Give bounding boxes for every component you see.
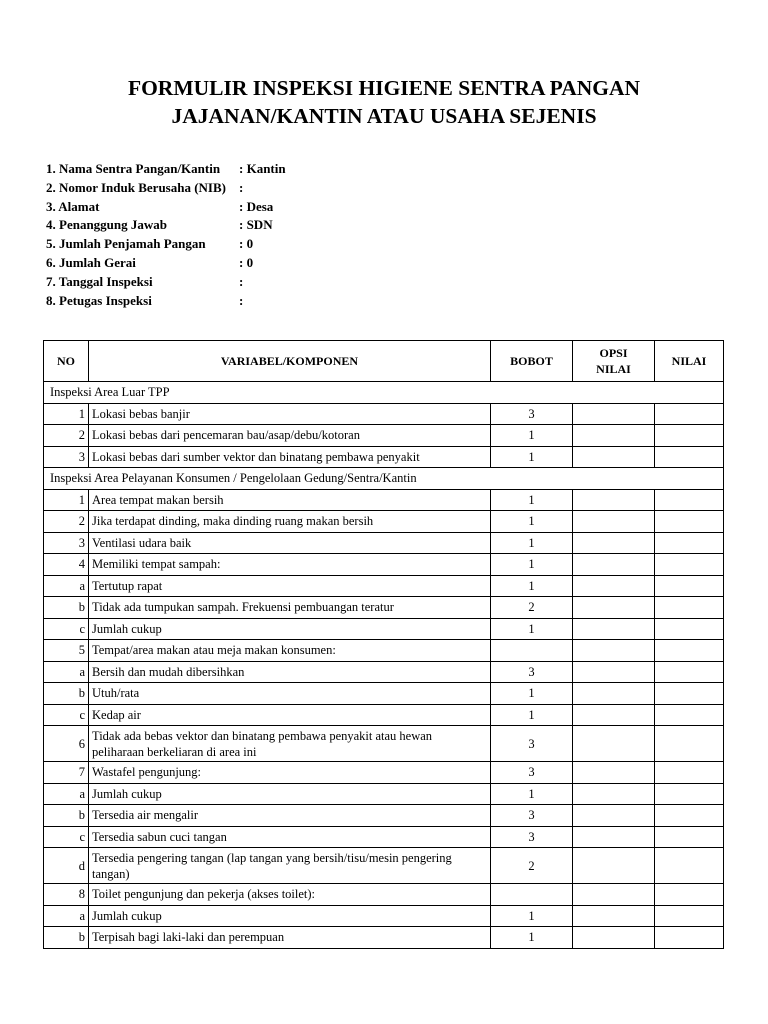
row-nilai-cell[interactable] bbox=[655, 661, 724, 683]
row-number: d bbox=[44, 848, 89, 884]
row-nilai-cell[interactable] bbox=[655, 683, 724, 705]
row-number: b bbox=[44, 683, 89, 705]
row-opsi-nilai-cell[interactable] bbox=[573, 554, 655, 576]
info-value: : Kantin bbox=[239, 161, 286, 176]
row-nilai-cell[interactable] bbox=[655, 884, 724, 906]
row-variable: Tempat/area makan atau meja makan konsumen: bbox=[89, 640, 491, 662]
info-row bbox=[46, 292, 446, 311]
table-row bbox=[44, 848, 724, 884]
table-row bbox=[44, 532, 724, 554]
table-row bbox=[44, 425, 724, 447]
row-variable: Ventilasi udara baik bbox=[89, 532, 491, 554]
info-label: 5. Jumlah Penjamah Pangan bbox=[46, 236, 206, 252]
row-number: 7 bbox=[44, 762, 89, 784]
row-opsi-nilai-cell[interactable] bbox=[573, 661, 655, 683]
row-opsi-nilai-cell[interactable] bbox=[573, 446, 655, 468]
row-number: b bbox=[44, 927, 89, 949]
row-variable: Lokasi bebas banjir bbox=[89, 403, 491, 425]
row-opsi-nilai-cell[interactable] bbox=[573, 704, 655, 726]
row-nilai-cell[interactable] bbox=[655, 805, 724, 827]
row-bobot: 1 bbox=[491, 927, 573, 949]
row-nilai-cell[interactable] bbox=[655, 532, 724, 554]
row-opsi-nilai-cell[interactable] bbox=[573, 884, 655, 906]
row-number: b bbox=[44, 597, 89, 619]
info-row bbox=[46, 235, 446, 254]
info-value: : 0 bbox=[239, 254, 254, 270]
table-row bbox=[44, 683, 724, 705]
row-number: c bbox=[44, 826, 89, 848]
table-row bbox=[44, 704, 724, 726]
header-no: NO bbox=[44, 341, 89, 382]
header-opsi-nilai bbox=[573, 341, 655, 382]
section-row bbox=[44, 468, 724, 490]
info-row bbox=[46, 198, 446, 217]
row-variable: Lokasi bebas dari pencemaran bau/asap/debu/kotoran bbox=[89, 425, 491, 447]
row-opsi-nilai-cell[interactable] bbox=[573, 425, 655, 447]
row-number: c bbox=[44, 704, 89, 726]
table-row bbox=[44, 575, 724, 597]
row-bobot bbox=[491, 884, 573, 906]
row-opsi-nilai-cell[interactable] bbox=[573, 927, 655, 949]
info-label: 1. Nama Sentra Pangan/Kantin bbox=[46, 161, 221, 176]
info-label: 2. Nomor Induk Berusaha (NIB) bbox=[46, 179, 226, 195]
form-title-line-2: JAJANAN/KANTIN ATAU USAHA SEJENIS bbox=[171, 104, 597, 128]
row-nilai-cell[interactable] bbox=[655, 704, 724, 726]
header-nilai: NILAI bbox=[655, 341, 724, 382]
row-opsi-nilai-cell[interactable] bbox=[573, 532, 655, 554]
info-value: : bbox=[239, 179, 244, 195]
row-nilai-cell[interactable] bbox=[655, 848, 724, 884]
table-row bbox=[44, 554, 724, 576]
row-variable: Area tempat makan bersih bbox=[89, 489, 491, 511]
form-title-line-1: FORMULIR INSPEKSI HIGIENE SENTRA PANGAN bbox=[127, 76, 641, 100]
row-variable: Jumlah cukup bbox=[89, 905, 491, 927]
row-variable: Bersih dan mudah dibersihkan bbox=[89, 661, 491, 683]
row-nilai-cell[interactable] bbox=[655, 554, 724, 576]
row-bobot: 1 bbox=[491, 532, 573, 554]
row-nilai-cell[interactable] bbox=[655, 640, 724, 662]
row-opsi-nilai-cell[interactable] bbox=[573, 683, 655, 705]
info-label: 4. Penanggung Jawab bbox=[46, 217, 167, 233]
row-bobot: 1 bbox=[491, 575, 573, 597]
info-label: 3. Alamat bbox=[46, 198, 100, 214]
table-row bbox=[44, 618, 724, 640]
row-nilai-cell[interactable] bbox=[655, 597, 724, 619]
row-opsi-nilai-cell[interactable] bbox=[573, 805, 655, 827]
table-row bbox=[44, 826, 724, 848]
table-row bbox=[44, 511, 724, 533]
info-value: : SDN bbox=[239, 217, 273, 233]
row-nilai-cell[interactable] bbox=[655, 927, 724, 949]
row-number: 1 bbox=[44, 403, 89, 425]
row-opsi-nilai-cell[interactable] bbox=[573, 618, 655, 640]
row-bobot: 3 bbox=[491, 826, 573, 848]
row-number: b bbox=[44, 805, 89, 827]
row-nilai-cell[interactable] bbox=[655, 511, 724, 533]
header-opsi-line-2: NILAI bbox=[596, 362, 631, 376]
row-variable: Terpisah bagi laki-laki dan perempuan bbox=[89, 927, 491, 949]
row-variable: Utuh/rata bbox=[89, 683, 491, 705]
row-number: 3 bbox=[44, 446, 89, 468]
info-row bbox=[46, 254, 446, 273]
info-value: : Desa bbox=[239, 198, 274, 214]
table-row bbox=[44, 661, 724, 683]
row-opsi-nilai-cell[interactable] bbox=[573, 905, 655, 927]
row-nilai-cell[interactable] bbox=[655, 618, 724, 640]
row-number: a bbox=[44, 575, 89, 597]
table-row bbox=[44, 905, 724, 927]
row-nilai-cell[interactable] bbox=[655, 826, 724, 848]
row-bobot: 1 bbox=[491, 704, 573, 726]
inspection-table bbox=[43, 340, 724, 949]
row-variable: Kedap air bbox=[89, 704, 491, 726]
info-value: : 0 bbox=[239, 236, 254, 252]
info-label: 8. Petugas Inspeksi bbox=[46, 292, 152, 308]
row-opsi-nilai-cell[interactable] bbox=[573, 783, 655, 805]
row-variable: Tidak ada tumpukan sampah. Frekuensi pembuangan teratur bbox=[89, 597, 491, 619]
row-variable: Wastafel pengunjung: bbox=[89, 762, 491, 784]
section-title: Inspeksi Area Pelayanan Konsumen / Pengelolaan Gedung/Sentra/Kantin bbox=[44, 468, 724, 490]
row-variable: Jumlah cukup bbox=[89, 783, 491, 805]
row-bobot: 1 bbox=[491, 783, 573, 805]
row-nilai-cell[interactable] bbox=[655, 403, 724, 425]
info-row bbox=[46, 179, 446, 198]
row-bobot: 1 bbox=[491, 554, 573, 576]
row-variable: Jumlah cukup bbox=[89, 618, 491, 640]
row-bobot: 1 bbox=[491, 446, 573, 468]
table-row bbox=[44, 597, 724, 619]
row-bobot: 3 bbox=[491, 805, 573, 827]
row-bobot: 3 bbox=[491, 403, 573, 425]
row-opsi-nilai-cell[interactable] bbox=[573, 826, 655, 848]
row-opsi-nilai-cell[interactable] bbox=[573, 489, 655, 511]
row-number: c bbox=[44, 618, 89, 640]
row-opsi-nilai-cell[interactable] bbox=[573, 575, 655, 597]
row-bobot: 1 bbox=[491, 425, 573, 447]
row-variable: Lokasi bebas dari sumber vektor dan binatang pembawa penyakit bbox=[89, 446, 491, 468]
row-number: a bbox=[44, 661, 89, 683]
header-variabel: VARIABEL/KOMPONEN bbox=[89, 341, 491, 382]
row-number: 8 bbox=[44, 884, 89, 906]
section-title: Inspeksi Area Luar TPP bbox=[44, 382, 724, 404]
row-opsi-nilai-cell[interactable] bbox=[573, 640, 655, 662]
row-number: 6 bbox=[44, 726, 89, 762]
row-variable: Jika terdapat dinding, maka dinding ruang makan bersih bbox=[89, 511, 491, 533]
row-bobot bbox=[491, 640, 573, 662]
row-opsi-nilai-cell[interactable] bbox=[573, 403, 655, 425]
row-number: a bbox=[44, 905, 89, 927]
info-value: : bbox=[239, 273, 244, 289]
table-header-row bbox=[44, 341, 724, 382]
header-opsi-line-1: OPSI bbox=[599, 346, 628, 360]
row-bobot: 2 bbox=[491, 597, 573, 619]
table-row bbox=[44, 884, 724, 906]
header-bobot: BOBOT bbox=[491, 341, 573, 382]
table-row bbox=[44, 726, 724, 762]
row-opsi-nilai-cell[interactable] bbox=[573, 762, 655, 784]
row-bobot: 1 bbox=[491, 905, 573, 927]
identity-info-block bbox=[46, 160, 446, 310]
row-bobot: 3 bbox=[491, 762, 573, 784]
info-label: 7. Tanggal Inspeksi bbox=[46, 273, 153, 289]
row-number: 2 bbox=[44, 425, 89, 447]
row-opsi-nilai-cell[interactable] bbox=[573, 511, 655, 533]
row-number: 5 bbox=[44, 640, 89, 662]
row-nilai-cell[interactable] bbox=[655, 575, 724, 597]
row-number: a bbox=[44, 783, 89, 805]
row-number: 4 bbox=[44, 554, 89, 576]
row-variable: Toilet pengunjung dan pekerja (akses toilet): bbox=[89, 884, 491, 906]
row-nilai-cell[interactable] bbox=[655, 783, 724, 805]
row-variable: Tersedia sabun cuci tangan bbox=[89, 826, 491, 848]
row-bobot: 1 bbox=[491, 511, 573, 533]
row-number: 1 bbox=[44, 489, 89, 511]
table-row bbox=[44, 489, 724, 511]
row-nilai-cell[interactable] bbox=[655, 446, 724, 468]
row-opsi-nilai-cell[interactable] bbox=[573, 597, 655, 619]
row-variable: Memiliki tempat sampah: bbox=[89, 554, 491, 576]
row-bobot: 2 bbox=[491, 848, 573, 884]
row-bobot: 1 bbox=[491, 489, 573, 511]
row-variable: Tersedia air mengalir bbox=[89, 805, 491, 827]
table-row bbox=[44, 403, 724, 425]
row-bobot: 1 bbox=[491, 683, 573, 705]
section-row bbox=[44, 382, 724, 404]
row-nilai-cell[interactable] bbox=[655, 425, 724, 447]
row-nilai-cell[interactable] bbox=[655, 726, 724, 762]
row-opsi-nilai-cell[interactable] bbox=[573, 726, 655, 762]
row-number: 2 bbox=[44, 511, 89, 533]
form-title bbox=[0, 74, 768, 130]
table-row bbox=[44, 762, 724, 784]
row-bobot: 3 bbox=[491, 726, 573, 762]
info-row bbox=[46, 273, 446, 292]
table-row bbox=[44, 805, 724, 827]
row-nilai-cell[interactable] bbox=[655, 762, 724, 784]
row-bobot: 3 bbox=[491, 661, 573, 683]
row-variable: Tersedia pengering tangan (lap tangan yang bersih/tisu/mesin pengering tangan) bbox=[89, 848, 491, 884]
table-row bbox=[44, 927, 724, 949]
info-row bbox=[46, 160, 446, 179]
row-nilai-cell[interactable] bbox=[655, 905, 724, 927]
row-opsi-nilai-cell[interactable] bbox=[573, 848, 655, 884]
table-row bbox=[44, 446, 724, 468]
info-value: : bbox=[239, 292, 244, 308]
row-number: 3 bbox=[44, 532, 89, 554]
row-nilai-cell[interactable] bbox=[655, 489, 724, 511]
row-variable: Tidak ada bebas vektor dan binatang pembawa penyakit atau hewan peliharaan berkeliaran di area ini bbox=[89, 726, 491, 762]
info-label: 6. Jumlah Gerai bbox=[46, 254, 136, 270]
table-row bbox=[44, 640, 724, 662]
row-variable: Tertutup rapat bbox=[89, 575, 491, 597]
row-bobot: 1 bbox=[491, 618, 573, 640]
info-row bbox=[46, 216, 446, 235]
table-row bbox=[44, 783, 724, 805]
